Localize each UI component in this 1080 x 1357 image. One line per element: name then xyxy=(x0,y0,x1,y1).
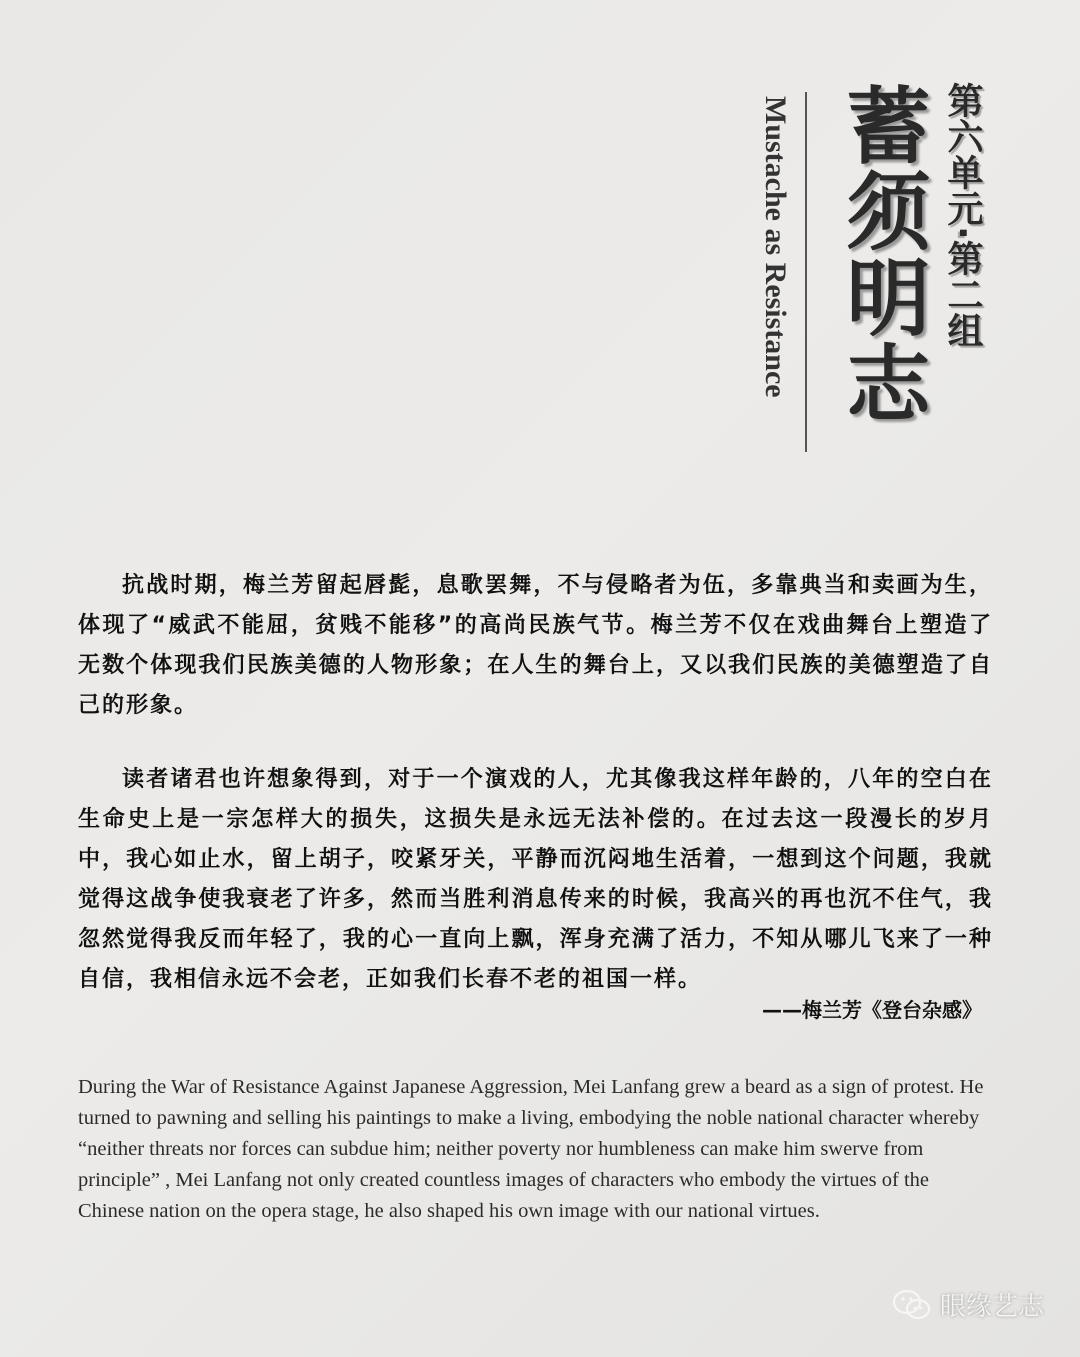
page-title: 蓄须明志 xyxy=(833,82,931,426)
wechat-icon xyxy=(892,1288,932,1322)
chinese-paragraph-1: 抗战时期，梅兰芳留起唇髭，息歌罢舞，不与侵略者为伍，多靠典当和卖画为生，体现了“威武不能屈，贫贱不能移”的高尚民族气节。梅兰芳不仅在戏曲舞台上塑造了无数个体现我们民族美德的人物形象；在人生的舞台上，又以我们民族的美德塑造了自己的形象。 xyxy=(78,573,993,718)
watermark xyxy=(892,1286,1044,1323)
quote-source: ——梅兰芳《登台杂感》 xyxy=(762,998,982,1022)
english-title: Mustache as Resistance xyxy=(759,96,792,398)
chinese-paragraph-2: 读者诸君也许想象得到，对于一个演戏的人，尤其像我这样年龄的，八年的空白在生命史上是一宗怎样大的损失，这损失是永远无法补偿的。在过去这一段漫长的岁月中，我心如止水，留上胡子，咬紧牙关，平静而沉闷地生活着，一想到这个问题，我就觉得这战争使我衰老了许多，然而当胜利消息传来的时候，我高兴的再也沉不住气，我忽然觉得我反而年轻了，我的心一直向上飘，浑身充满了活力，不知从哪儿飞来了一种自信，我相信永远不会老，正如我们长春不老的祖国一样。 xyxy=(78,767,993,992)
watermark-text: 眼缘艺志 xyxy=(939,1292,1044,1322)
unit-label: 第六单元·第二组 xyxy=(942,82,983,348)
title-divider xyxy=(805,92,807,452)
english-paragraph: During the War of Resistance Against Japanese Aggression, Mei Lanfang grew a beard as a sign of protest. He turned to pawning and selling his paintings to make a living, embodying the noble national character whereby “neither threats nor forces can subdue him; neither poverty nor humbleness can make him swerve from principle” , Mei Lanfang not only created countless images of characters who embody the virtues of the Chinese nation on the opera stage, he also shaped his own image with our national virtues. xyxy=(78,1076,984,1222)
